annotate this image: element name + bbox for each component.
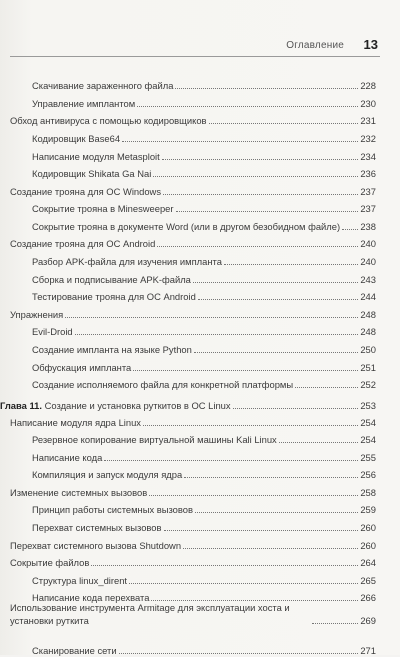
toc-entry-multiline: Использование инструмента Armitage для эксплуатации хоста и установки руткита 269 — [10, 602, 376, 626]
toc-entry: Сокрытие трояна в Minesweeper 237 — [32, 203, 376, 214]
toc-entry: Структура linux_dirent 265 — [32, 575, 376, 586]
toc-entry: Написание модуля Metasploit 234 — [32, 151, 376, 162]
toc-entry: Резервное копирование виртуальной машины Kali Linux 254 — [32, 434, 376, 445]
toc-entry: Кодировщик Shikata Ga Nai 236 — [32, 168, 376, 179]
page-number: 13 — [363, 37, 378, 52]
toc-entry: Evil-Droid 248 — [32, 326, 376, 337]
toc-entry: Написание кода 255 — [32, 452, 376, 463]
toc-entry: Сборка и подписывание APK-файла 243 — [32, 274, 376, 285]
toc-entry: Компиляция и запуск модуля ядра 256 — [32, 469, 376, 480]
toc-chapter-entry: Глава 11. Создание и установка руткитов в ОС Linux 253 — [0, 400, 376, 411]
toc-entry: Изменение системных вызовов 258 — [10, 487, 376, 498]
toc-entry: Создание исполняемого файла для конкретной платформы 252 — [32, 379, 376, 390]
header-rule — [10, 56, 380, 57]
toc-entry: Сокрытие трояна в документе Word (или в другом безобидном файле) 238 — [32, 221, 376, 232]
chapter-label: Глава 11. — [0, 400, 42, 411]
toc-entry: Обфускация импланта 251 — [32, 362, 376, 373]
toc-entry: Сокрытие файлов 264 — [10, 557, 376, 568]
toc-entry: Тестирование трояна для ОС Android 244 — [32, 291, 376, 302]
toc-entry: Создание трояна для ОС Windows 237 — [10, 186, 376, 197]
toc-entry: Перехват системного вызова Shutdown 260 — [10, 540, 376, 551]
toc-entry: Создание трояна для ОС Android 240 — [10, 238, 376, 249]
toc-entry: Кодировщик Base64 232 — [32, 133, 376, 144]
toc-entry: Перехват системных вызовов 260 — [32, 522, 376, 533]
toc-entry: Упражнения 248 — [10, 309, 376, 320]
toc-entry: Сканирование сети 271 — [32, 645, 376, 656]
page-header — [0, 36, 400, 56]
toc-entry: Обход антивируса с помощью кодировщиков 231 — [10, 115, 376, 126]
toc-entry: Разбор APK-файла для изучения импланта 240 — [32, 256, 376, 267]
running-head: Оглавление — [286, 40, 344, 51]
toc-entry: Принцип работы системных вызовов 259 — [32, 504, 376, 515]
toc-entry: Создание импланта на языке Python 250 — [32, 344, 376, 355]
toc-entry: Написание модуля ядра Linux 254 — [10, 417, 376, 428]
toc-entry: Скачивание зараженного файла 228 — [32, 80, 376, 91]
toc-entry: Управление имплантом 230 — [32, 98, 376, 109]
toc-entry: Написание кода перехвата 266 — [32, 592, 376, 603]
